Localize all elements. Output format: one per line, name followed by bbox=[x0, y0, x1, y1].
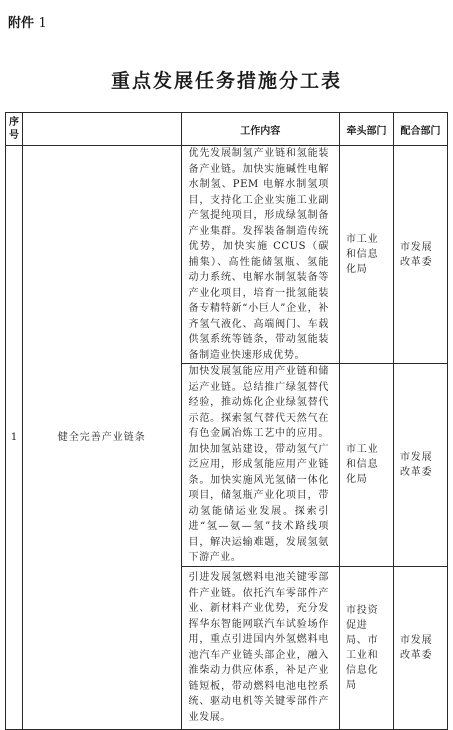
header-support-dept: 配合部门 bbox=[394, 113, 448, 146]
lead-dept: 市工业和信息化局 bbox=[340, 364, 394, 567]
work-content: 加快发展氢能应用产业链和储运产业链。总结推广绿氢替代经验，推动炼化企业绿氢替代示范。探索氢气替代天然气在有色金属冶炼工艺中的应用。加快加氢站建设，带动氢气广泛应用，形成氢能应用产业链条。加快实施风光氢储一体化项目，储氢瓶产业化项目，带动氢能储运业发展。探索引进“氢—氨—氢”技术路线项目，解决运输难题，发展氢氨下游产业。 bbox=[181, 364, 340, 567]
header-content: 工作内容 bbox=[181, 113, 340, 146]
annex-label bbox=[8, 12, 47, 31]
task-table bbox=[5, 112, 448, 730]
table-row bbox=[6, 146, 448, 364]
header-lead-dept: 牵头部门 bbox=[340, 113, 394, 146]
document-title: 重点发展任务措施分工表 bbox=[110, 70, 342, 92]
group-category: 健全完善产业链条 bbox=[23, 146, 182, 730]
annex-label-text: 附件 bbox=[8, 16, 35, 31]
support-dept: 市发展改革委 bbox=[394, 566, 448, 729]
annex-number: 1 bbox=[38, 16, 47, 31]
work-content: 引进发展氢燃料电池关键零部件产业链。依托汽车零部件产业、新材料产业优势，充分发挥华东智能网联汽车试验场作用，重点引进国内外氢燃料电池汽车产业链头部企业，融入淮柴动力供应体系，补足产业链短板，带动燃料电池电控系统、驱动电机等关键零部件产业发展。 bbox=[181, 566, 340, 729]
group-number: 1 bbox=[6, 146, 23, 730]
header-category bbox=[23, 113, 182, 146]
support-dept: 市发展改革委 bbox=[394, 146, 448, 364]
work-content: 优先发展制氢产业链和氢能装备产业链。加快实施碱性电解水制氢、PEM 电解水制氢项目，支持化工企业实施工业副产氢提纯项目，形成绿氢制备产业集群。发挥装备制造传统优势，加快实施 CCUS（碳捕集）、高性能储氢瓶、氢能动力系统、电解水制氢装备等产业化项目，培育一批氢能装备专精特新“小巨人”企业，补齐氢气液化、高端阀门、车载供氢系统等链条，带动氢能装备制造业快速形成优势。 bbox=[181, 146, 340, 364]
header-seq: 序号 bbox=[6, 113, 23, 146]
lead-dept: 市投资促进局、市工业和信息化局 bbox=[340, 566, 394, 729]
table-header-row bbox=[6, 113, 448, 146]
lead-dept: 市工业和信息化局 bbox=[340, 146, 394, 364]
support-dept: 市发展改革委 bbox=[394, 364, 448, 567]
